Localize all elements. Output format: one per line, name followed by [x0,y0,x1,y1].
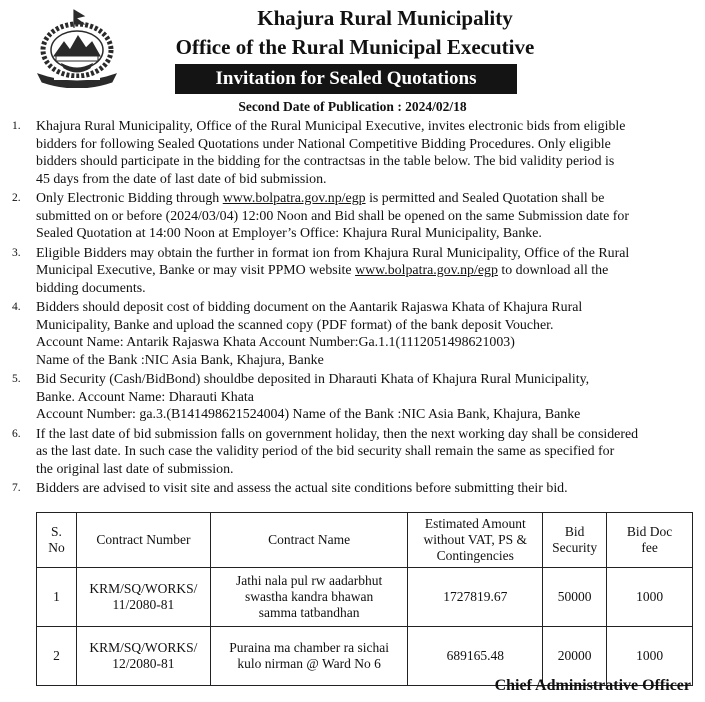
paragraph-number: 6. [12,427,21,440]
paragraph-line: submitted on or before (2024/03/04) 12:00 Noon and Bid shall be opened on the same Submission date for [36,208,629,224]
header-contract-number: Contract Number [76,513,210,568]
paragraph-line: If the last date of bid submission falls on government holiday, then the next working day shall be considered [36,426,639,442]
paragraph-number: 4. [12,301,21,313]
paragraph-6 [12,426,694,479]
publication-date: Second Date of Publication : 2024/02/18 [238,99,467,114]
text: fee [641,540,658,555]
paragraph-line [36,190,694,208]
cell-bid-doc-fee: 1000 [607,568,693,627]
text: Only Electronic Bidding through [36,191,223,206]
paragraph-line: Name of the Bank :NIC Asia Bank, Khajura, Banke [36,352,324,368]
text: to download all the [497,263,609,278]
paragraph-line: 45 days from the date of last date of bid submission. [36,171,327,187]
text: Municipal Executive, Banke or may visit PPMO website [36,263,356,278]
paragraph-line: Khajura Rural Municipality, Office of the Rural Municipal Executive, invites electronic bids from eligible [36,119,626,134]
cell-contract-number [76,568,210,627]
paragraph-1 [12,118,694,188]
ppmo-link[interactable]: www.bolpatra.gov.np/egp [355,263,498,278]
header-contract-name: Contract Name [210,513,408,568]
paragraph-number: 7. [12,482,21,494]
nepal-emblem-icon [24,6,130,88]
cell-contract-name [210,627,408,686]
signoff-title: Chief Administrative Officer [494,677,691,694]
cell-contract-name [210,568,408,627]
paragraph-number: 1. [12,120,21,132]
text: KRM/SQ/WORKS/ [89,640,198,655]
text: samma tatbandhan [258,605,360,620]
notice-body [12,118,694,500]
paragraph-line: Account Number: ga.3.(B141498621524004) Name of the Bank :NIC Asia Bank, Khajura, Banke [36,407,581,422]
paragraph-4 [12,299,694,369]
cell-sn: 1 [37,568,77,627]
paragraph-line: Municipality, Banke and upload the scanned copy (PDF format) of the bank deposit Voucher. [36,317,554,333]
egp-link[interactable]: www.bolpatra.gov.np/egp [222,191,366,206]
text: 12/2080-81 [112,656,175,671]
text: without VAT, PS & [423,532,528,547]
text: No [48,540,65,555]
paragraph-number: 2. [12,192,21,204]
paragraph-line: Bidders are advised to visit site and assess the actual site conditions before submitting their bid. [36,481,568,496]
paragraph-line: Banke. Account Name: Dharauti Khata [36,389,254,405]
cell-bid-security: 20000 [543,627,607,686]
paragraph-line: Bidders should deposit cost of bidding document on the Aantarik Rajaswa Khata of Khajura Rural [36,300,583,315]
text: Contingencies [436,548,514,563]
cell-estimated-amount: 689165.48 [408,627,543,686]
paragraph-line: Account Name: Antarik Rajaswa Khata Account Number:Ga.1.1(1112051498621003) [36,335,515,350]
paragraph-line: Sealed Quotation at 14:00 Noon at Employer’s Office: Khajura Rural Municipality, Banke. [36,226,542,241]
text: S. [51,524,62,539]
cell-estimated-amount: 1727819.67 [408,568,543,627]
text: swastha kandra bhawan [245,589,374,604]
text: Bid Doc [626,524,673,539]
header-bid-security [543,513,607,568]
cell-sn: 2 [37,627,77,686]
paragraph-5 [12,371,694,424]
paragraph-line: bidders for following Sealed Quotations under National Competitive Bidding Procedures. Only eligible [36,136,611,152]
text: 11/2080-81 [112,597,175,612]
paragraph-line: Bid Security (Cash/BidBond) shouldbe deposited in Dharauti Khata of Khajura Rural Municipality, [36,372,590,387]
text: kulo nirman @ Ward No 6 [237,656,381,671]
paragraph-number: 3. [12,246,21,259]
table-header-row [37,513,693,568]
paragraph-line: as the last date. In such case the validity period of the bid security shall remain the same as specified for [36,444,615,459]
text: is permitted and Sealed Quotation shall be [365,191,605,206]
office-name: Office of the Rural Municipal Executive [175,35,535,59]
header-sn [37,513,77,568]
contracts-table [36,512,693,686]
paragraph-2 [12,190,694,243]
text: Security [552,540,598,555]
cell-contract-number [76,627,210,686]
municipality-name: Khajura Rural Municipality [257,6,513,30]
header-estimated-amount [408,513,543,568]
cell-bid-security: 50000 [543,568,607,627]
header-bid-doc-fee [607,513,693,568]
paragraph-3 [12,245,694,298]
paragraph-line [36,262,694,280]
table-row [37,568,693,627]
paragraph-7 [12,480,694,498]
text: KRM/SQ/WORKS/ [89,581,198,596]
text: Jathi nala pul rw aadarbhut [236,573,383,588]
paragraph-line: bidders should participate in the bidding for the contractsas in the table below. The bid validity period is [36,154,615,169]
cell-bid-doc-fee: 1000 [607,627,693,686]
text: Bid [564,524,585,539]
paragraph-line: bidding documents. [36,280,146,296]
notice-title-banner: Invitation for Sealed Quotations [175,64,517,94]
paragraph-number: 5. [12,373,21,385]
text: Puraina ma chamber ra sichai [229,640,389,655]
text: Estimated Amount [424,516,526,531]
paragraph-line: Eligible Bidders may obtain the further in format ion from Khajura Rural Municipality, Office of the Rural [36,245,630,261]
paragraph-line: the original last date of submission. [36,461,234,477]
